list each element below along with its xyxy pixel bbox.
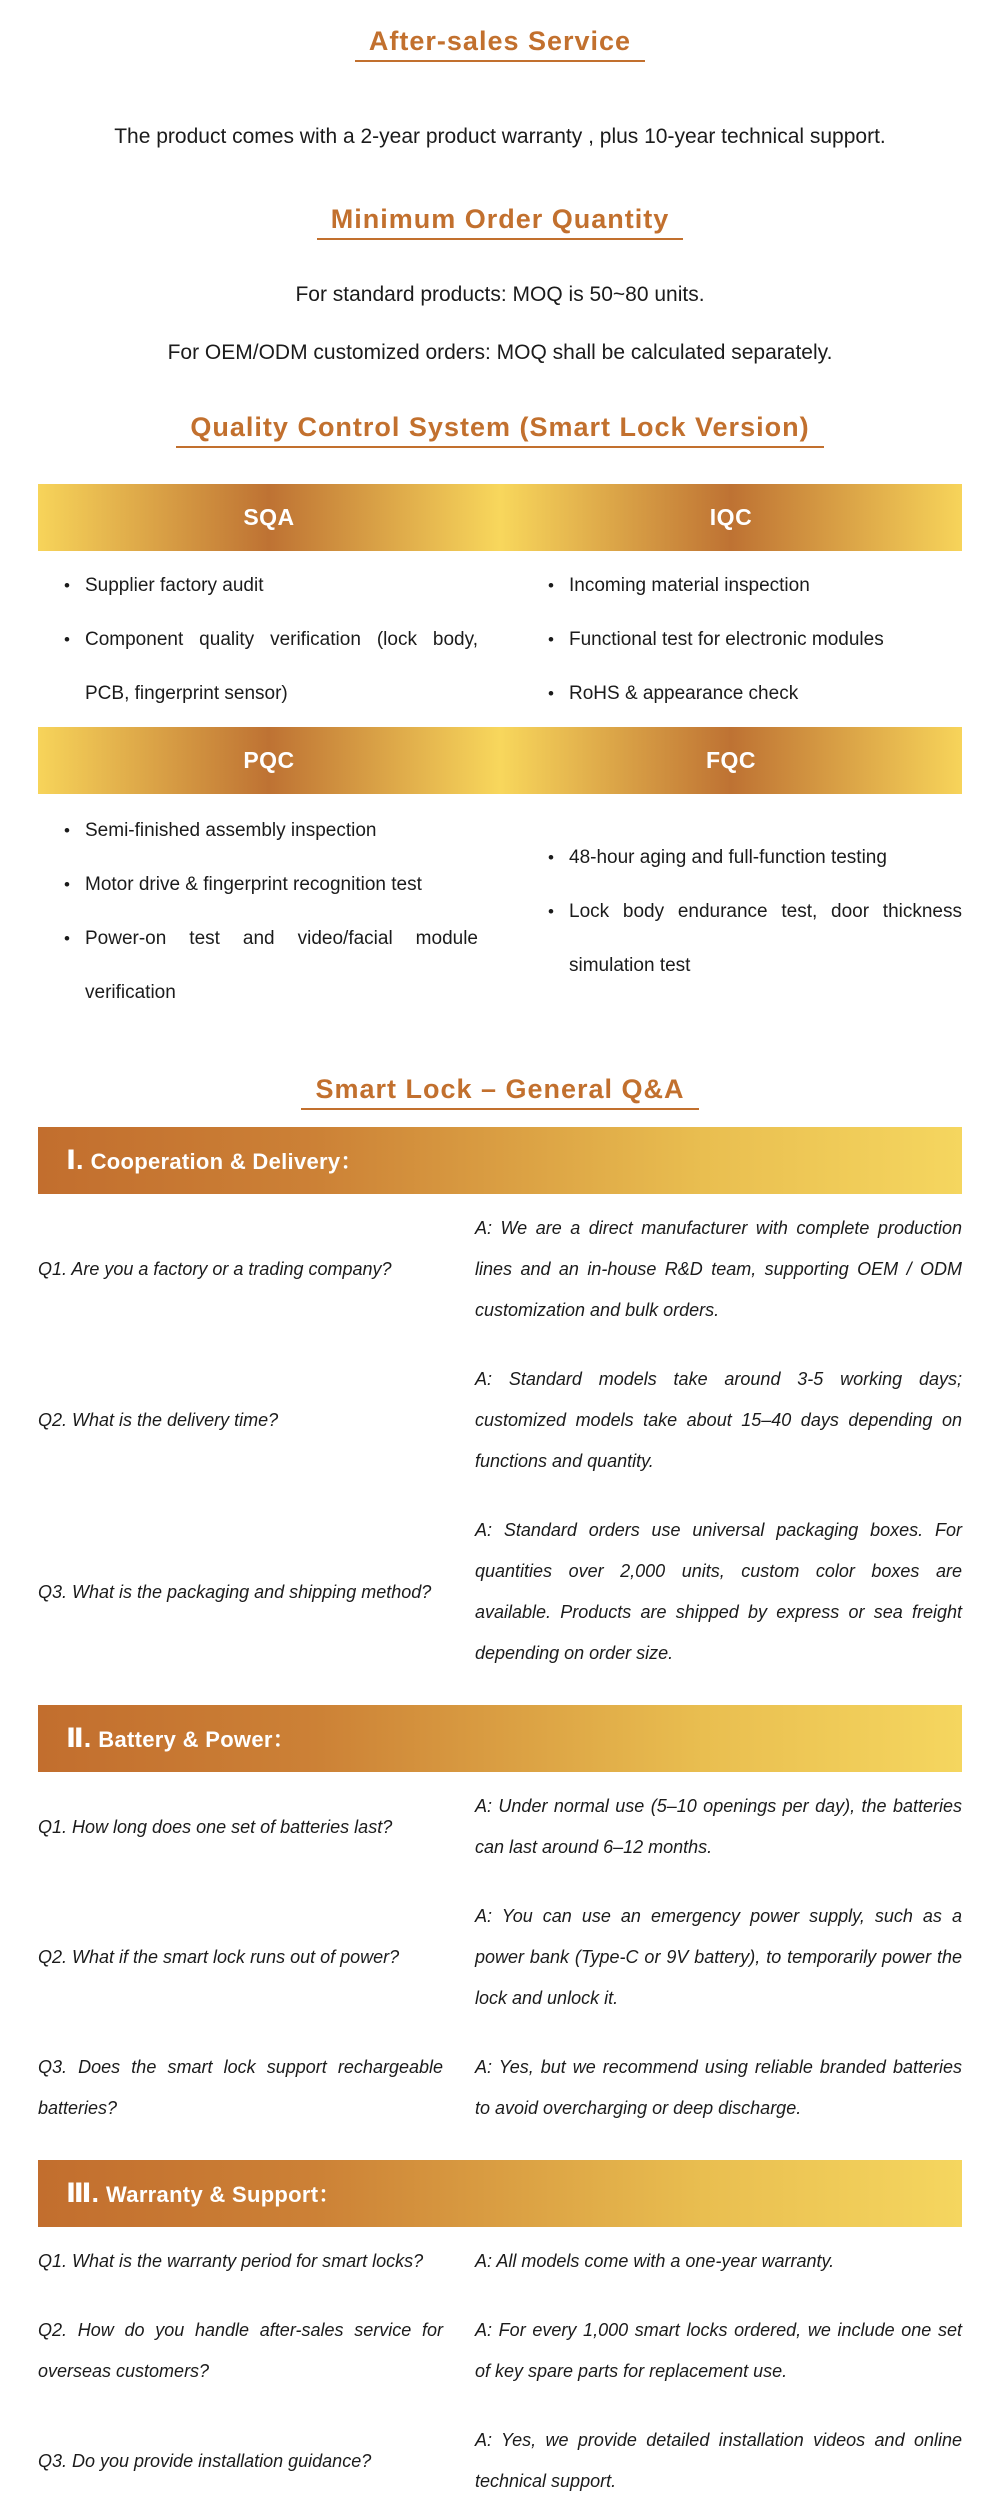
- qa-row: [38, 1194, 962, 1345]
- question-text: Q3. Does the smart lock support rechargeable batteries?: [38, 2057, 443, 2118]
- answer-text: A: For every 1,000 smart locks ordered, we include one set of key spare parts for replacement use.: [475, 2320, 962, 2381]
- answer-text: A: Standard orders use universal packaging boxes. For quantities over 2,000 units, custom color boxes are available. Products are shipped by express or sea freight depending on order size.: [475, 1520, 962, 1663]
- moq-oem-line: For OEM/ODM customized orders: MOQ shall be calculated separately.: [167, 341, 833, 364]
- qa-group-numeral: Ⅰ.: [66, 1145, 84, 1175]
- qa-group-label: Battery & Power：: [98, 1727, 296, 1752]
- question-text: Q3. Do you provide installation guidance?: [38, 2450, 372, 2471]
- qa-rows-group-1: [38, 1194, 962, 1688]
- list-item: • Component quality verification (lock body, PCB, fingerprint sensor): [60, 613, 478, 721]
- qc-header-sqa: SQA: [243, 504, 295, 530]
- list-item: • Lock body endurance test, door thickness simulation test: [544, 885, 962, 993]
- list-item: • Supplier factory audit: [60, 559, 478, 613]
- qa-row: [38, 2296, 962, 2406]
- answer-text: A: Yes, we provide detailed installation videos and online technical support.: [475, 2430, 962, 2491]
- qc-table: [38, 484, 962, 1030]
- after-sales-heading: [0, 26, 1000, 62]
- moq-heading: [0, 204, 1000, 240]
- qa-rows-group-3: [38, 2227, 962, 2516]
- qc-cell-fqc: [522, 804, 962, 1020]
- qc-header-iqc: IQC: [709, 504, 753, 530]
- moq-standard-line: For standard products: MOQ is 50~80 units.: [295, 283, 705, 306]
- question-text: Q2. What if the smart lock runs out of power?: [38, 1947, 400, 1967]
- qa-row: [38, 1496, 962, 1688]
- qc-header-fqc: FQC: [705, 747, 757, 773]
- qc-body-row-sqa-iqc: [38, 551, 962, 727]
- qa-group-numeral: Ⅱ.: [66, 1723, 92, 1753]
- question-text: Q1. What is the warranty period for smart locks?: [38, 2251, 424, 2271]
- answer-text: A: Under normal use (5–10 openings per day), the batteries can last around 6–12 months.: [475, 1796, 962, 1857]
- list-item: • Semi-finished assembly inspection: [60, 804, 478, 858]
- question-text: Q2. How do you handle after-sales service for overseas customers?: [38, 2320, 443, 2381]
- qa-group-label: Cooperation & Delivery：: [90, 1149, 363, 1174]
- question-text: Q1. How long does one set of batteries last?: [38, 1816, 393, 1837]
- qa-group-band-battery-power: [38, 1705, 962, 1772]
- pqc-list: [60, 804, 478, 1020]
- qa-group-band-cooperation-delivery: [38, 1127, 962, 1194]
- moq-heading-text: Minimum Order Quantity: [317, 204, 684, 240]
- qc-header-row-pqc-fqc: [38, 727, 962, 794]
- qa-group-band-warranty-support: [38, 2160, 962, 2227]
- list-item: • 48-hour aging and full-function testing: [544, 831, 962, 885]
- answer-text: A: You can use an emergency power supply, such as a power bank (Type-C or 9V battery), to temporarily power the lock and unlock it.: [475, 1906, 962, 2008]
- qa-heading: [0, 1074, 1000, 1110]
- list-item: • Power-on test and video/facial module verification: [60, 912, 478, 1020]
- list-item: • Motor drive & fingerprint recognition test: [60, 858, 478, 912]
- qa-row: [38, 1882, 962, 2033]
- qc-header-row-sqa-iqc: [38, 484, 962, 551]
- answer-text: A: We are a direct manufacturer with complete production lines and an in-house R&D team, supporting OEM / ODM customization and bulk orders.: [475, 1218, 962, 1320]
- qa-row: [38, 1345, 962, 1496]
- qa-rows-group-2: [38, 1772, 962, 2143]
- question-text: Q3. What is the packaging and shipping method?: [38, 1581, 432, 1602]
- answer-text: A: Yes, but we recommend using reliable branded batteries to avoid overcharging or deep discharge.: [475, 2057, 962, 2118]
- qa-heading-text: Smart Lock – General Q&A: [301, 1074, 698, 1110]
- qa-row: [38, 2033, 962, 2143]
- after-sales-text: The product comes with a 2-year product warranty , plus 10-year technical support.: [114, 125, 886, 148]
- qc-heading-text: Quality Control System (Smart Lock Version): [176, 412, 823, 448]
- list-item: • Functional test for electronic modules: [544, 613, 962, 667]
- qa-group-numeral: Ⅲ.: [66, 2178, 100, 2208]
- question-text: Q2. What is the delivery time?: [38, 1410, 279, 1430]
- question-text: Q1. Are you a factory or a trading company?: [38, 1259, 392, 1279]
- list-item: • Incoming material inspection: [544, 559, 962, 613]
- qa-row: [38, 1772, 962, 1882]
- answer-text: A: Standard models take around 3-5 working days; customized models take about 15–40 days depending on functions and quantity.: [475, 1369, 962, 1471]
- qc-body-row-pqc-fqc: [38, 794, 962, 1030]
- qa-row: [38, 2227, 962, 2296]
- qc-cell-pqc: [38, 804, 478, 1020]
- qc-cell-iqc: [522, 559, 962, 721]
- iqc-list: [544, 559, 962, 721]
- list-item: • RoHS & appearance check: [544, 667, 962, 721]
- after-sales-heading-text: After-sales Service: [355, 26, 645, 62]
- qc-cell-sqa: [38, 559, 478, 721]
- sqa-list: [60, 559, 478, 721]
- qc-heading: [0, 412, 1000, 448]
- qc-header-pqc: PQC: [243, 747, 295, 773]
- qa-group-label: Warranty & Support：: [106, 2182, 341, 2207]
- fqc-list: [544, 831, 962, 993]
- answer-text: A: All models come with a one-year warranty.: [475, 2251, 835, 2271]
